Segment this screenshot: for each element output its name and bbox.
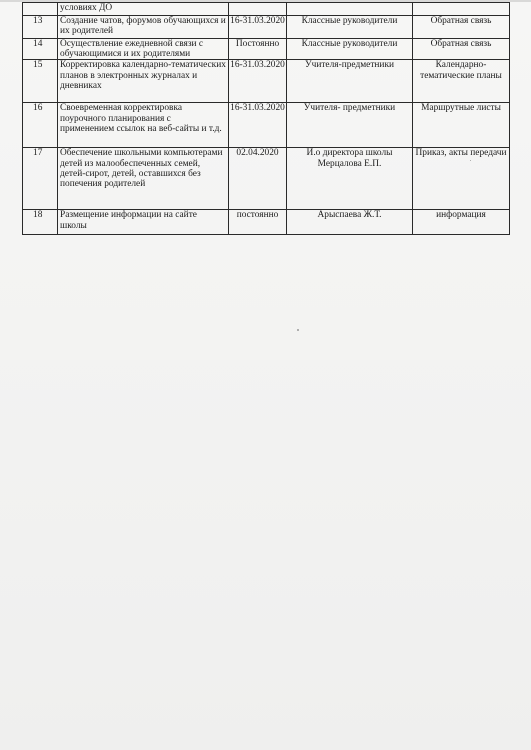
result-cell: Маршрутные листы [413, 103, 510, 148]
table-row [23, 60, 510, 103]
plan-table [22, 2, 510, 235]
row-number: 14 [23, 39, 58, 60]
row-number: 18 [23, 210, 58, 235]
responsible-cell: Классные руководители [287, 39, 413, 60]
responsible-cell: Классные руководители [287, 16, 413, 39]
result-cell: Обратная связь [413, 16, 510, 39]
action-cell: Создание чатов, форумов обучающихся и их родителей [58, 16, 229, 39]
table-row [23, 148, 510, 210]
date-cell: 16-31.03.2020 [229, 16, 287, 39]
table-row [23, 16, 510, 39]
scan-speck [470, 160, 471, 161]
action-cell: Корректировка календарно-тематических планов в электронных журналах и дневниках [58, 60, 229, 103]
row-number: 13 [23, 16, 58, 39]
action-cell: Своевременная корректировка поурочного планирования с применением ссылок на веб-сайты и т.д. [58, 103, 229, 148]
action-cell: условиях ДО [58, 3, 229, 16]
responsible-cell [287, 3, 413, 16]
responsible-cell: Учителя-предметники [287, 60, 413, 103]
action-cell: Обеспечение школьными компьютерами детей из малообеспеченных семей, детей-сирот, детей, оставшихся без попечения родителей [58, 148, 229, 210]
table-row [23, 103, 510, 148]
date-cell [229, 3, 287, 16]
date-cell: 02.04.2020 [229, 148, 287, 210]
scan-speck [297, 329, 299, 331]
table-row [23, 210, 510, 235]
responsible-cell: Арыспаева Ж.Т. [287, 210, 413, 235]
result-cell [413, 3, 510, 16]
date-cell: 16-31.03.2020 [229, 60, 287, 103]
responsible-cell: И.о директора школы Мерцалова Е.П. [287, 148, 413, 210]
result-cell: Приказ, акты передачи [413, 148, 510, 210]
row-number: 17 [23, 148, 58, 210]
table-row [23, 3, 510, 16]
result-cell: информация [413, 210, 510, 235]
row-number: 15 [23, 60, 58, 103]
responsible-cell: Учителя- предметники [287, 103, 413, 148]
date-cell: Постоянно [229, 39, 287, 60]
row-number [23, 3, 58, 16]
result-cell: Обратная связь [413, 39, 510, 60]
result-cell: Календарно-тематические планы [413, 60, 510, 103]
action-cell: Размещение информации на сайте школы [58, 210, 229, 235]
date-cell: 16-31.03.2020 [229, 103, 287, 148]
action-cell: Осуществление ежедневной связи с обучающимися и их родителями [58, 39, 229, 60]
row-number: 16 [23, 103, 58, 148]
table-row [23, 39, 510, 60]
date-cell: постоянно [229, 210, 287, 235]
